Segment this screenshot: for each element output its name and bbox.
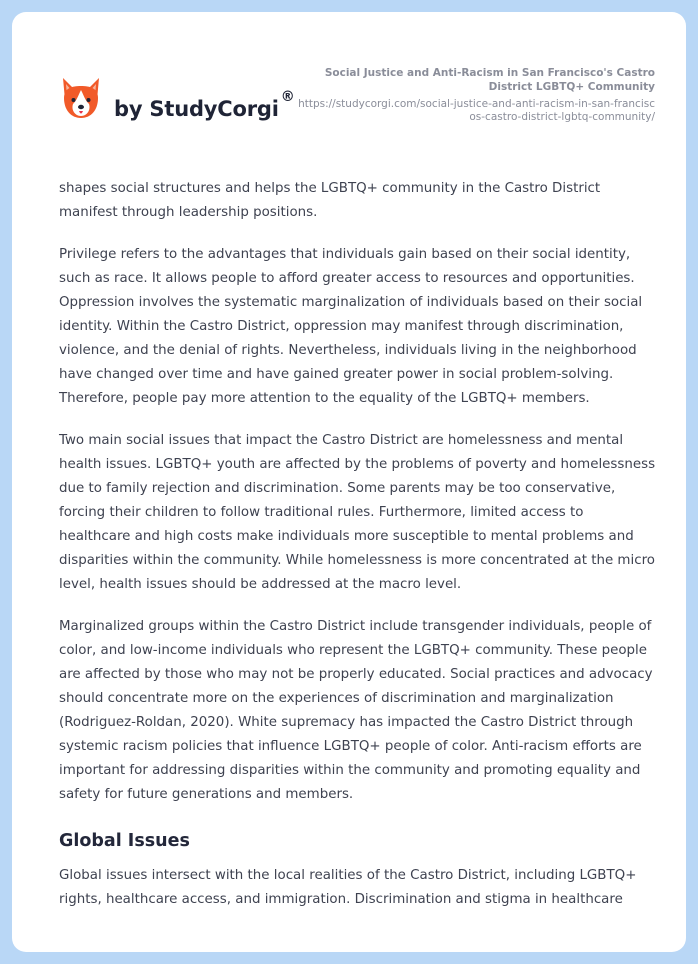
document-page: [12, 12, 686, 952]
corgi-icon: [60, 76, 102, 122]
logo-wordmark: by StudyCorgi: [114, 97, 279, 121]
body-paragraph: shapes social structures and helps the LGBTQ+ community in the Castro District manifest through leadership positions.: [59, 181, 601, 220]
document-url[interactable]: https://studycorgi.com/social-justice-and-anti-racism-in-san-franciscos-castro-district-lgbtq-community/: [298, 98, 655, 123]
section-heading: Global Issues: [59, 831, 190, 851]
registered-mark: ®: [280, 89, 295, 105]
document-title: Social Justice and Anti-Racism in San Francisco's Castro District LGBTQ+ Community: [324, 67, 655, 93]
logo-text: [114, 89, 295, 121]
body-paragraph: Marginalized groups within the Castro District include transgender individuals, people of color, and low-income individuals who represent the LGBTQ+ community. These people are affected by those who may not be properly educated. Social practices and advocacy should concentrate more on the experiences of discrimination and marginalization (Rodriguez-Roldan, 2020). White supremacy has impacted the Castro District through systemic racism policies that influence LGBTQ+ people of color. Anti-racism efforts are important for addressing disparities within the community and promoting equality and safety for future generations and members.: [59, 619, 653, 802]
document-body: [59, 177, 659, 930]
studycorgi-logo[interactable]: [60, 76, 310, 136]
body-paragraph: Two main social issues that impact the Castro District are homelessness and mental health issues. LGBTQ+ youth are affected by the problems of poverty and homelessness due to family rejection and discrimination. Some parents may be too conservative, forcing their children to follow traditional rules. Furthermore, limited access to healthcare and high costs make individuals more susceptible to mental problems and disparities within the community. While homelessness is more concentrated at the micro level, health issues should be addressed at the macro level.: [59, 433, 656, 592]
body-paragraph: Global issues intersect with the local realities of the Castro District, including LGBTQ+ rights, healthcare access, and immigration. Discrimination and stigma in healthcare: [59, 868, 637, 907]
document-header: [295, 66, 655, 124]
body-paragraph: Privilege refers to the advantages that individuals gain based on their social identity, such as race. It allows people to afford greater access to resources and opportunities. Oppression involves the systematic marginalization of individuals based on their social identity. Within the Castro District, oppression may manifest through discrimination, violence, and the denial of rights. Nevertheless, individuals living in the neighborhood have changed over time and have gained greater power in social problem-solving. Therefore, people pay more attention to the equality of the LGBTQ+ members.: [59, 247, 643, 406]
